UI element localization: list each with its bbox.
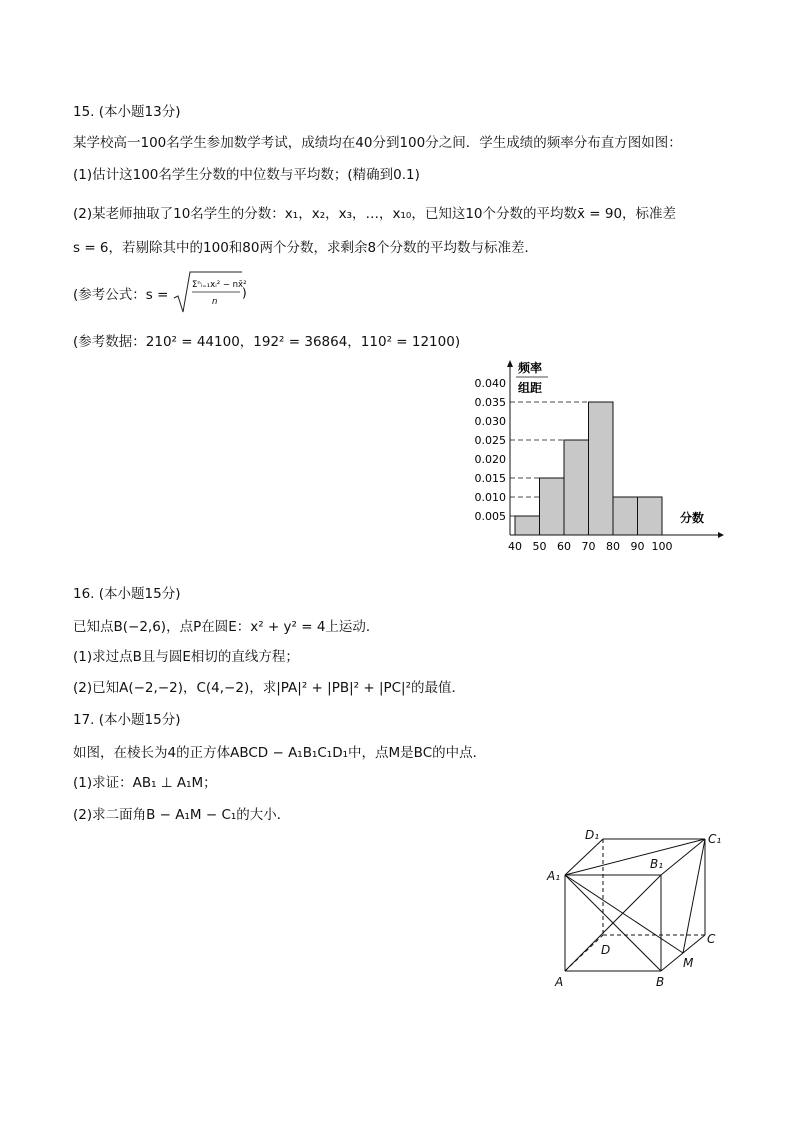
y-tick-0.030: 0.030 [474,415,506,428]
label-c: C [707,932,716,946]
y-tick-0.025: 0.025 [474,434,506,447]
x-tick-90: 90 [630,540,645,553]
label-d1: D₁ [585,828,600,842]
label-b1: B₁ [650,857,664,871]
bar-90-100 [638,497,663,535]
y-label-bottom: 组距 [518,381,543,395]
bar-70-80 [589,402,614,535]
y-tick-0.015: 0.015 [474,472,506,485]
x-label: 分数 [680,511,705,525]
y-tick-0.020: 0.020 [474,453,506,466]
y-tick-labels [475,377,507,523]
segment-mc1 [683,839,705,953]
y-tick-0.040: 0.040 [474,377,506,390]
hidden-edge-ad [565,935,603,971]
label-m: M [683,956,694,970]
y-axis-arrow [507,360,513,367]
q17-header: 17. (本小题15分) [73,712,181,728]
x-tick-labels [508,540,673,553]
q15-reference-data: (参考数据：210² = 44100，192² = 36864，110² = 12100) [73,334,461,350]
q15-part1: (1)估计这100名学生分数的中位数与平均数；(精确到0.1) [73,167,420,183]
cube-figure [535,825,735,995]
bar-60-70 [564,440,589,535]
q15-part2-line1: (2)某老师抽取了10名学生的分数：x₁，x₂，x₃，…，x₁₀，已知这10个分数的平均数x̄ = 90，标准差 [73,206,677,222]
x-tick-100: 100 [651,540,673,553]
y-tick-0.010: 0.010 [474,491,506,504]
bar-50-60 [540,478,565,535]
formula-label: (参考公式：s = [73,287,169,303]
segment-a1m [565,875,683,953]
q16-part2: (2)已知A(−2,−2)，C(4,−2)，求|PA|² + |PB|² + |PC|²的最值． [73,680,466,696]
x-tick-40: 40 [508,540,522,553]
bar-40-50 [515,516,540,535]
formula-numerator: Σⁿᵢ₌₁xᵢ² − nx̄² [192,280,247,290]
label-a1: A₁ [547,869,561,883]
histogram-bars [515,402,662,535]
formula-denominator: n [212,297,218,307]
x-tick-70: 70 [581,540,596,553]
formula-close-paren: ) [242,286,247,300]
label-a: A [555,975,564,989]
q16-header: 16. (本小题15分) [73,586,181,602]
label-c1: C₁ [708,832,722,846]
x-tick-80: 80 [606,540,620,553]
q15-header: 15. (本小题13分) [73,104,181,120]
x-tick-60: 60 [557,540,571,553]
segment-a1c1 [565,839,705,875]
q15-part2-line2: s = 6，若剔除其中的100和80两个分数，求剩余8个分数的平均数与标准差． [73,240,539,256]
x-tick-50: 50 [532,540,547,553]
q17-part1: (1)求证：AB₁ ⊥ A₁M； [73,775,217,791]
x-axis-arrow [718,532,724,538]
q17-part2: (2)求二面角B − A₁M − C₁的大小． [73,807,291,823]
y-tick-0.035: 0.035 [474,396,506,409]
y-label-top: 频率 [518,361,543,375]
bar-80-90 [613,497,638,535]
q16-part1: (1)求过点B且与圆E相切的直线方程； [73,649,299,665]
label-d: D [601,943,611,957]
frequency-histogram [470,355,730,560]
q15-intro: 某学校高一100名学生参加数学考试，成绩均在40分到100分之间．学生成绩的频率分布直方图如图： [73,135,682,151]
label-b: B [656,975,665,989]
q17-line1: 如图，在棱长为4的正方体ABCD − A₁B₁C₁D₁中，点M是BC的中点． [73,745,487,761]
y-tick-0.005: 0.005 [474,510,506,523]
q16-line1: 已知点B(−2,6)，点P在圆E：x² + y² = 4上运动． [73,619,380,635]
q15-formula [73,286,168,304]
formula-radical [172,268,252,318]
